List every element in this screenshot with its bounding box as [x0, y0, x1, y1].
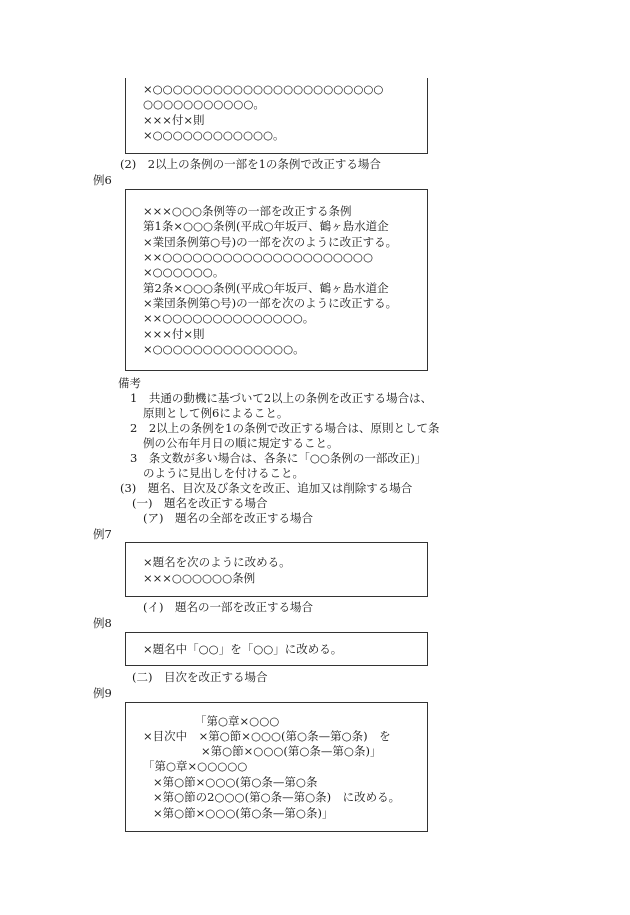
- example-7-line-1: ×題名を次のように改める。: [143, 555, 291, 569]
- example-6-line-4: ××○○○○○○○○○○○○○○○○○○○○○: [143, 250, 373, 264]
- remarks-title: 備考: [118, 376, 141, 390]
- example-6-line-1: ×××○○○条例等の一部を改正する条例: [143, 204, 352, 218]
- example-9-line-1: 「第○章×○○○: [195, 714, 280, 728]
- example-6-line-2: 第1条×○○○条例(平成○年坂戸、鶴ヶ島水道企: [143, 219, 389, 233]
- continued-line-2: ○○○○○○○○○○○。: [143, 97, 265, 111]
- subsection-2-heading: (二) 目次を改正する場合: [132, 670, 268, 684]
- remark-3-line-2: のように見出しを付けること。: [143, 466, 304, 480]
- example-9-line-2: ×目次中 ×第○節×○○○(第○条—第○条) を: [143, 729, 391, 743]
- example-9-line-6: ×第○節の2○○○(第○条—第○条) に改める。: [153, 790, 401, 804]
- example-7-label: 例7: [93, 527, 112, 541]
- example-6-line-9: ×××付×則: [143, 327, 205, 341]
- remark-1-line-2: 原則として例6によること。: [143, 406, 289, 420]
- continued-line-1: ×○○○○○○○○○○○○○○○○○○○○○○○: [143, 82, 384, 96]
- example-8-line-1: ×題名中「○○」を「○○」に改める。: [143, 642, 343, 656]
- example-9-line-4: 「第○章×○○○○○: [143, 759, 248, 773]
- remark-2-line-2: 例の公布年月日の順に規定すること。: [143, 436, 339, 450]
- example-9-line-7: ×第○節×○○○(第○条—第○条)」: [153, 806, 334, 820]
- example-6-line-3: ×業団条例第○号)の一部を次のように改正する。: [143, 235, 398, 249]
- subsection-a-heading: (ア) 題名の全部を改正する場合: [143, 511, 313, 525]
- example-6-line-8: ××○○○○○○○○○○○○○○。: [143, 311, 315, 325]
- section-2-heading: (2) 2以上の条例の一部を1の条例で改正する場合: [120, 157, 381, 171]
- example-6-line-10: ×○○○○○○○○○○○○○○。: [143, 342, 305, 356]
- remark-2-line-1: 2 2以上の条例を1の条例で改正する場合は、原則として条: [130, 421, 440, 435]
- subsection-1-heading: (一) 題名を改正する場合: [132, 496, 268, 510]
- subsection-i-heading: (イ) 題名の一部を改正する場合: [143, 600, 313, 614]
- remark-1-line-1: 1 共通の動機に基づいて2以上の条例を改正する場合は、: [130, 391, 433, 405]
- example-6-line-7: ×業団条例第○号)の一部を次のように改正する。: [143, 296, 398, 310]
- example-8-label: 例8: [93, 616, 112, 630]
- example-9-line-5: ×第○節×○○○(第○条—第○条: [153, 775, 318, 789]
- example-9-label: 例9: [93, 686, 112, 700]
- continued-line-3: ×××付×則: [143, 113, 205, 127]
- remark-3-line-1: 3 条文数が多い場合は、各条に「○○条例の一部改正)」: [130, 451, 427, 465]
- example-6-line-5: ×○○○○○○。: [143, 265, 225, 279]
- example-7-line-2: ×××○○○○○○条例: [143, 571, 256, 585]
- section-3-heading: (3) 題名、目次及び条文を改正、追加又は削除する場合: [120, 481, 413, 495]
- example-6-line-6: 第2条×○○○条例(平成○年坂戸、鶴ヶ島水道企: [143, 281, 389, 295]
- example-6-label: 例6: [93, 173, 112, 187]
- continued-line-4: ×○○○○○○○○○○○○。: [143, 128, 285, 142]
- example-9-line-3: ×第○節×○○○(第○条—第○条)」: [201, 744, 382, 758]
